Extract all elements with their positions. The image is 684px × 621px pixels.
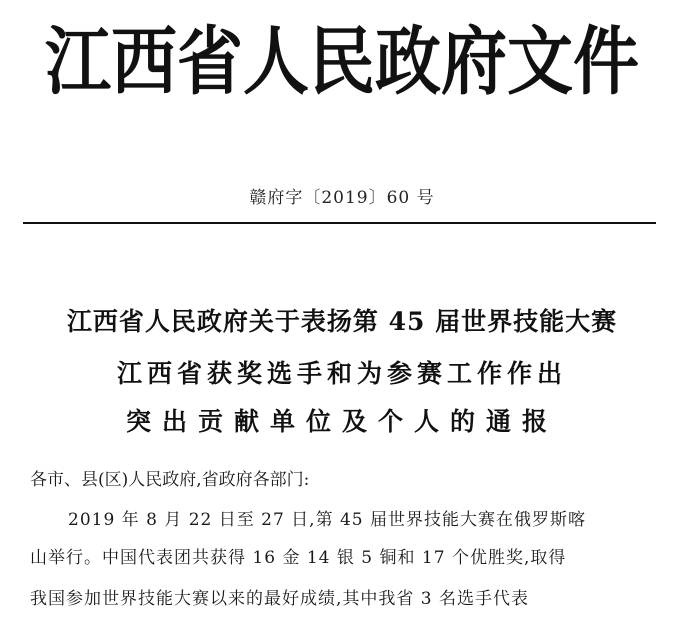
salutation: 各市、县(区)人民政府,省政府各部门: [30, 470, 310, 490]
document-title-line-3: 突出贡献单位及个人的通报 [125, 407, 558, 436]
body-text-line: 2019 年 8 月 22 日至 27 日,第 45 届世界技能大赛在俄罗斯喀 [68, 510, 587, 530]
document-number: 赣府字〔2019〕60 号 [249, 188, 435, 208]
document-title-line-1: 江西省人民政府关于表扬第 45 届世界技能大赛 [66, 307, 618, 336]
body-text-line: 山举行。中国代表团共获得 16 金 14 银 5 铜和 17 个优胜奖,取得 [30, 548, 567, 568]
body-text-line: 我国参加世界技能大赛以来的最好成绩,其中我省 3 名选手代表 [30, 589, 530, 609]
document-title-line-2: 江西省获奖选手和为参赛工作作出 [116, 359, 567, 388]
header-divider [23, 222, 656, 224]
document-masthead: 江西省人民政府文件 [45, 18, 639, 106]
